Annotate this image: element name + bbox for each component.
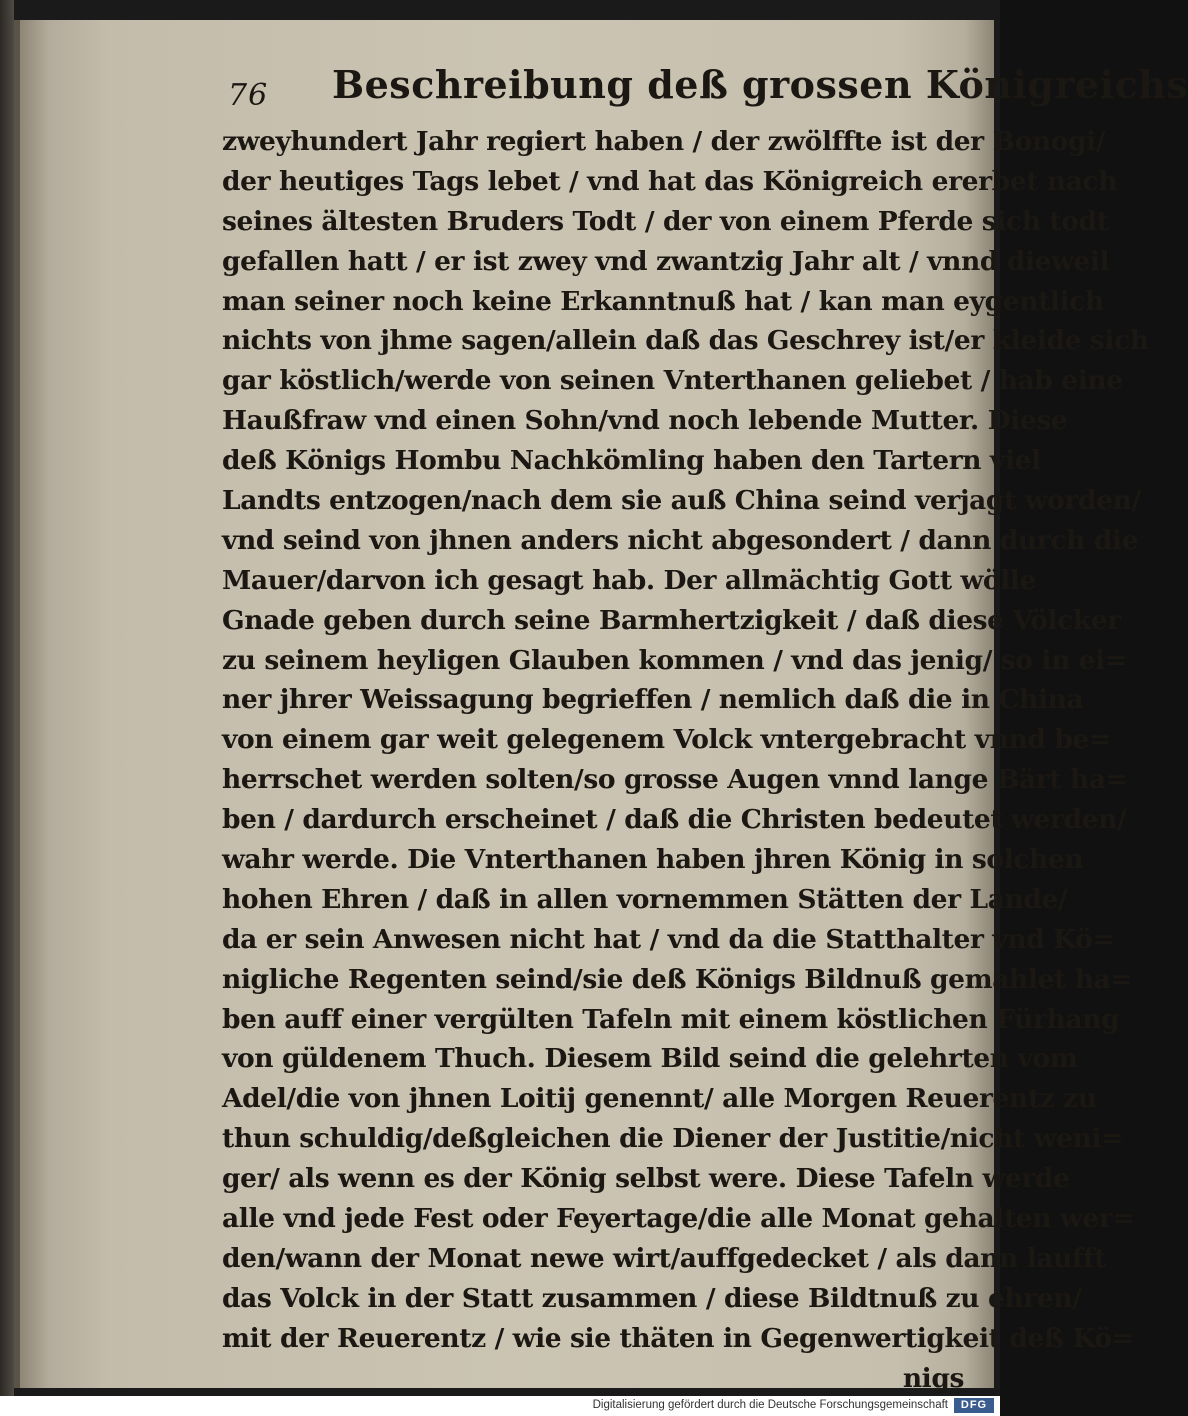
text-line: hohen Ehren / daß in allen vornemmen Stätten der Lande/ [222, 883, 1068, 915]
text-line: von einem gar weit gelegenem Volck vntergebracht vnnd be= [222, 724, 1111, 756]
text-line: ger/ als wenn es der König selbst were. Diese Tafeln werde [222, 1163, 1070, 1195]
text-line: ner jhrer Weissagung begrieffen / nemlich daß die in China [222, 684, 1084, 716]
page-header [222, 58, 1188, 118]
text-line: seines ältesten Bruders Todt / der von einem Pferde sich todt [222, 205, 1109, 237]
body-text [222, 122, 1149, 1399]
text-line: mit der Reuerentz / wie sie thäten in Gegenwertigkeit deß Kö= [222, 1322, 1134, 1354]
text-line: alle vnd jede Fest oder Feyertage/die alle Monat gehalten wer= [222, 1203, 1135, 1235]
text-line: da er sein Anwesen nicht hat / vnd da die Statthalter vnd Kö= [222, 923, 1115, 955]
catchword: nigs [902, 1362, 964, 1394]
text-line: deß Königs Hombu Nachkömling haben den Tartern viel [222, 445, 1041, 477]
text-line: Adel/die von jhnen Loitij genennt/ alle Morgen Reuerentz zu [222, 1083, 1097, 1115]
footer-bar [0, 1396, 1000, 1416]
text-line: nigliche Regenten seind/sie deß Königs Bildnuß gemahlet ha= [222, 963, 1133, 995]
dfg-logo: DFG [954, 1398, 994, 1413]
page-text-block [222, 58, 1188, 1394]
text-line: ben auff einer vergülten Tafeln mit einem köstlichen Fürhang [222, 1003, 1120, 1035]
text-line: thun schuldig/deßgleichen die Diener der Justitie/nicht weni= [222, 1123, 1123, 1155]
text-line: gefallen hatt / er ist zwey vnd zwantzig Jahr alt / vnnd dieweil [222, 245, 1110, 277]
text-line: Landts entzogen/nach dem sie auß China seind verjagt worden/ [222, 485, 1141, 517]
text-line: zu seinem heyligen Glauben kommen / vnd das jenig/ so in ei= [222, 644, 1127, 676]
text-line: Haußfraw vnd einen Sohn/vnd noch lebende Mutter. Diese [222, 405, 1068, 437]
text-line: von güldenem Thuch. Diesem Bild seind die gelehrten vom [222, 1043, 1078, 1075]
text-line: man seiner noch keine Erkanntnuß hat / kan man eygentlich [222, 285, 1104, 317]
text-line: wahr werde. Die Vnterthanen haben jhren König in solchen [222, 844, 1084, 876]
text-line: das Volck in der Statt zusammen / diese Bildtnuß zu ehren/ [222, 1282, 1082, 1314]
text-line: vnd seind von jhnen anders nicht abgesondert / dann durch die [222, 524, 1139, 556]
page-number: 76 [228, 78, 269, 113]
text-line: nichts von jhme sagen/allein daß das Geschrey ist/er kleide sich [222, 325, 1149, 357]
running-head: Beschreibung deß grossen Königreichs [332, 62, 1188, 107]
text-line: Mauer/darvon ich gesagt hab. Der allmächtig Gott wölle [222, 564, 1036, 596]
text-line: gar köstlich/werde von seinen Vnterthanen geliebet / hab eine [222, 365, 1123, 397]
text-line: den/wann der Monat newe wirt/auffgedecket / als dann laufft [222, 1242, 1106, 1274]
text-line: der heutiges Tags lebet / vnd hat das Königreich ererbet nach [222, 165, 1118, 197]
text-line: herrschet werden solten/so grosse Augen vnnd lange Bärt ha= [222, 764, 1128, 796]
book-spine-edge [0, 0, 14, 1396]
text-line: ben / dardurch erscheinet / daß die Christen bedeutet werden/ [222, 804, 1127, 836]
text-line: Gnade geben durch seine Barmhertzigkeit / daß diese Völcker [222, 604, 1121, 636]
footer-credit: Digitalisierung gefördert durch die Deutsche Forschungsgemeinschaft [592, 1399, 948, 1411]
text-line: zweyhundert Jahr regiert haben / der zwölffte ist der Bonogi/ [222, 126, 1106, 157]
